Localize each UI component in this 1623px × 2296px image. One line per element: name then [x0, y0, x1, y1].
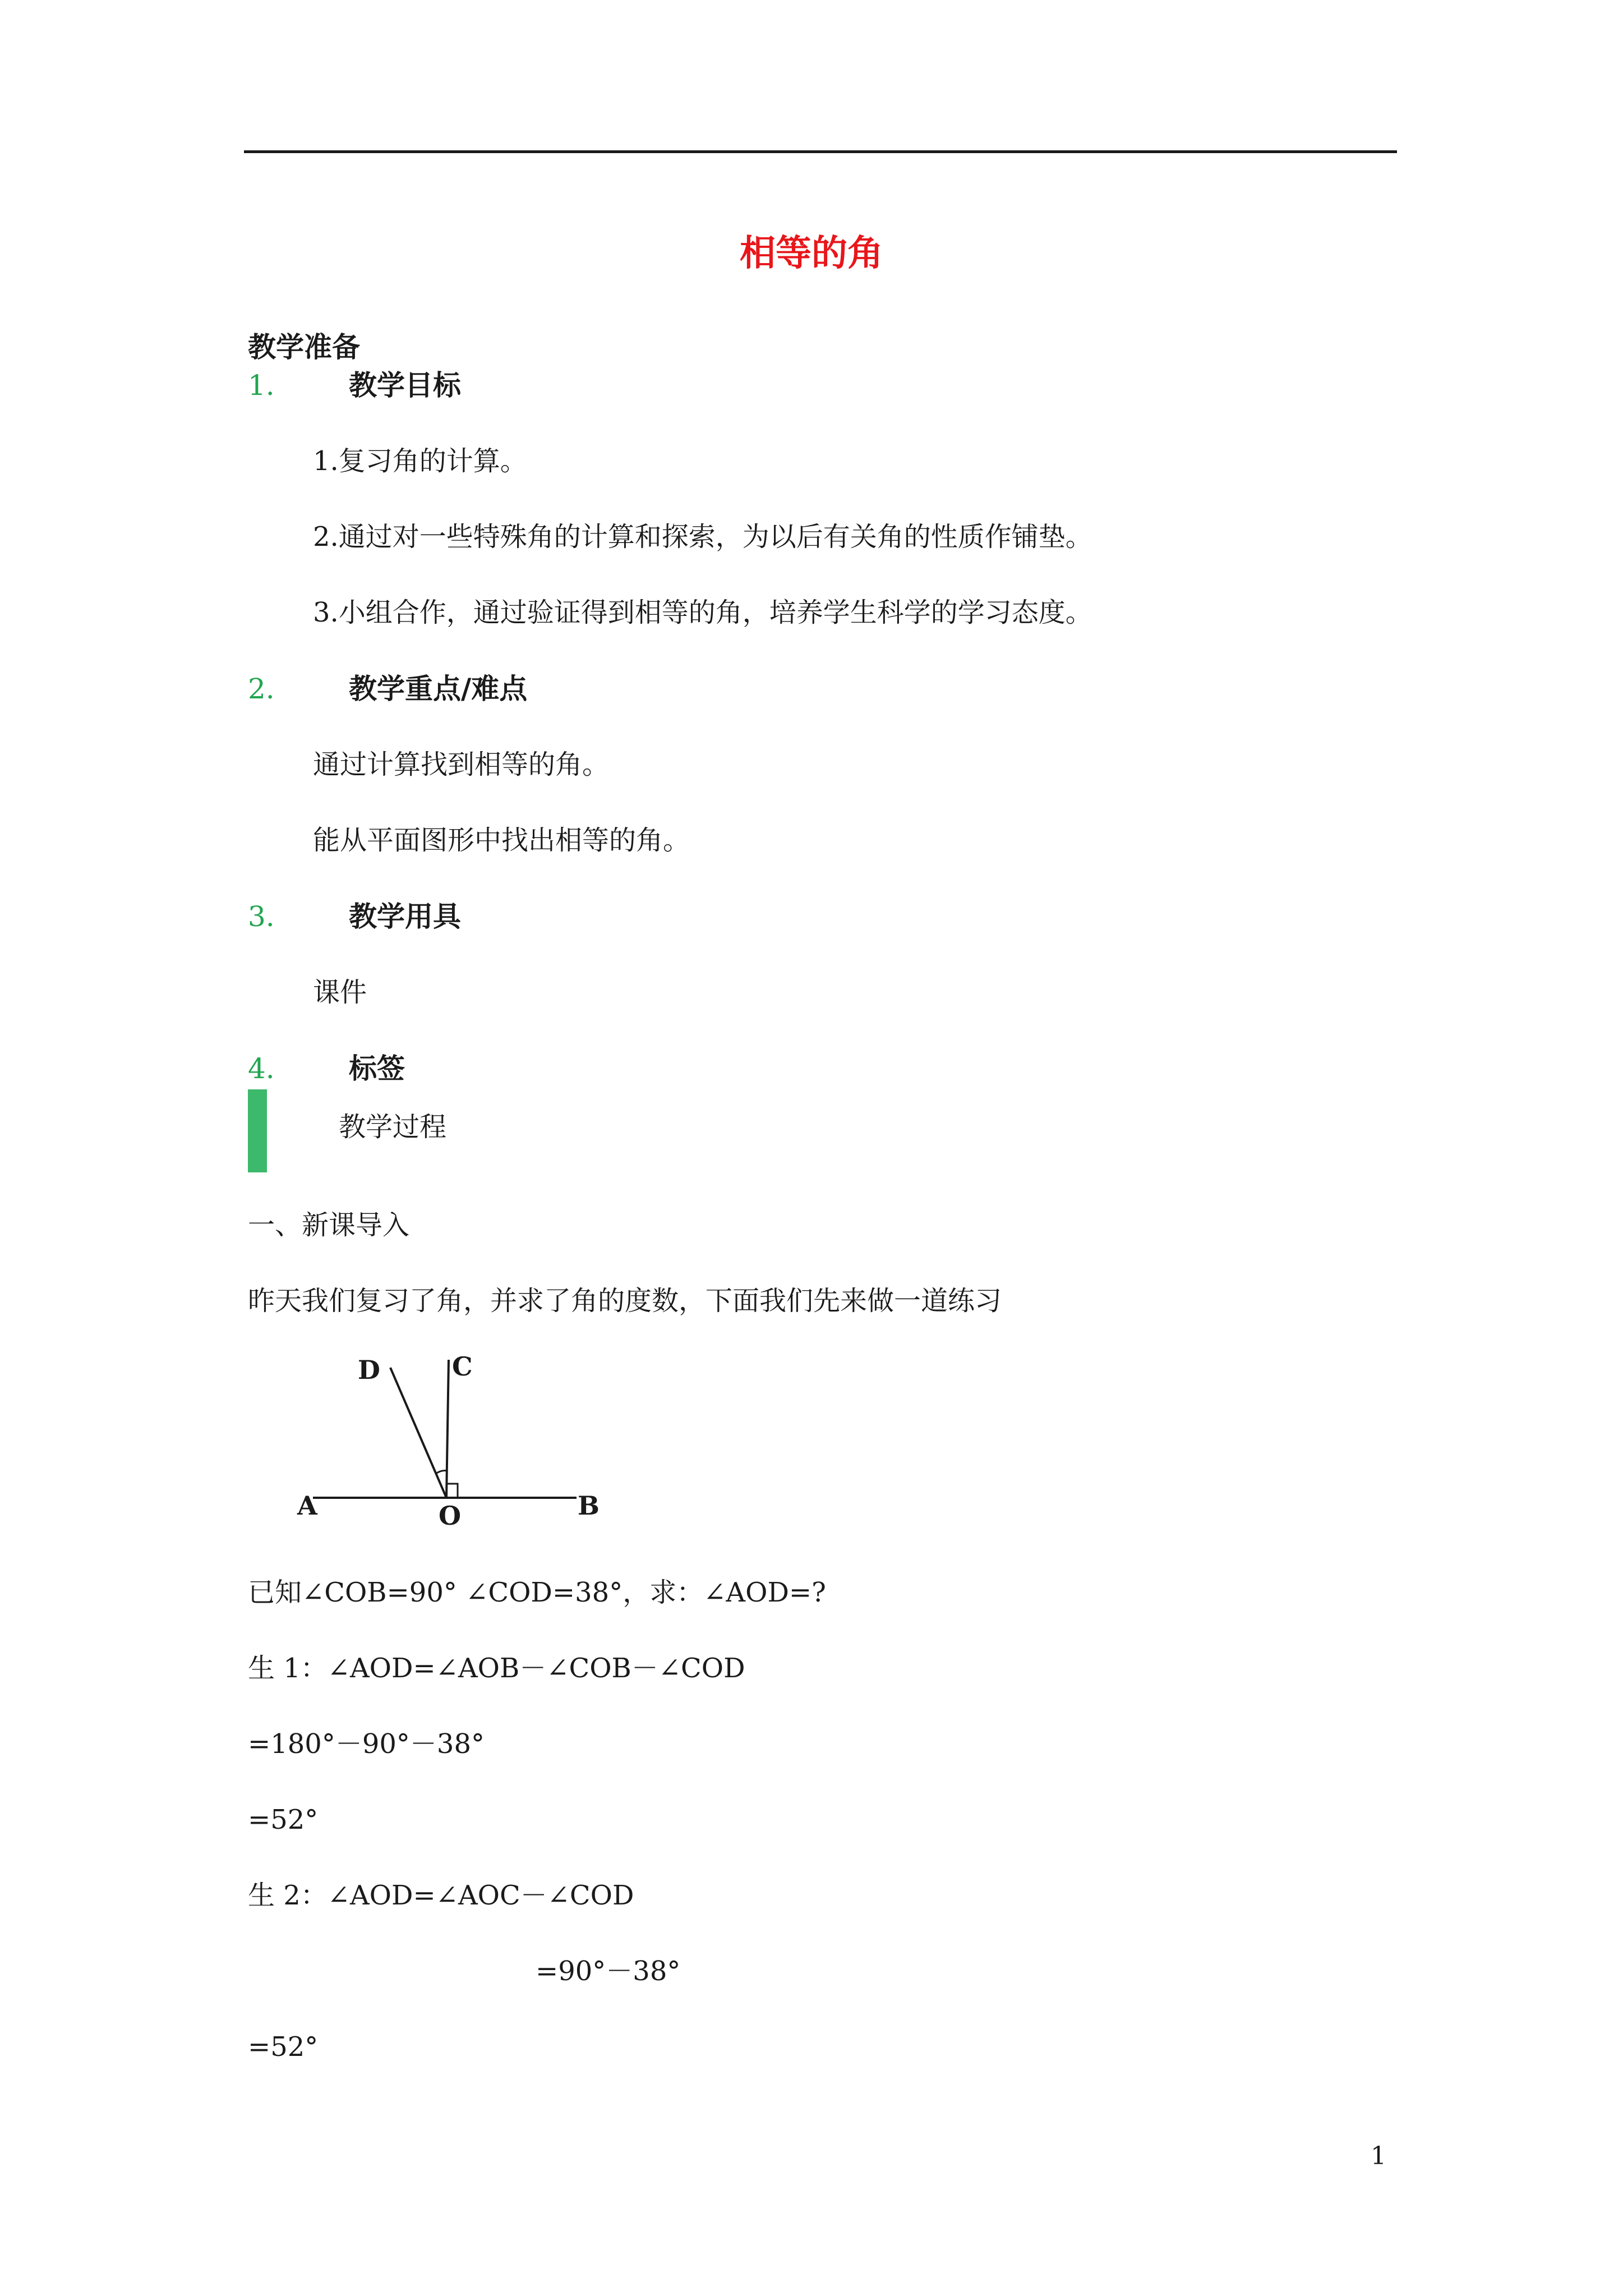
section-number-3: 3. — [248, 900, 275, 933]
angle-arc — [436, 1471, 447, 1474]
section-heading-4: 标签 — [349, 1052, 405, 1085]
goal-item-2: 2.通过对一些特殊角的计算和探索，为以后有关角的性质作铺垫。 — [313, 521, 1092, 553]
section-heading-1: 教学目标 — [349, 369, 461, 402]
ray-oc — [446, 1360, 449, 1498]
goal-item-3: 3.小组合作，通过验证得到相等的角，培养学生科学的学习态度。 — [313, 597, 1092, 628]
tag-accent-bar — [248, 1089, 267, 1172]
student2-line2: =90°－38° — [536, 1955, 681, 1987]
student1-line1: 生 1：∠AOD=∠AOB－∠COB－∠COD — [248, 1653, 745, 1684]
prep-heading: 教学准备 — [248, 331, 360, 364]
label-c: C — [452, 1351, 473, 1382]
page-number: 1 — [1371, 2142, 1386, 2170]
key-point-1: 通过计算找到相等的角。 — [313, 749, 610, 780]
right-angle-mark — [446, 1484, 458, 1498]
goal-item-1: 1.复习角的计算。 — [313, 445, 527, 477]
student1-line3: =52° — [248, 1804, 319, 1835]
given-statement: 已知∠COB=90° ∠COD=38°，求：∠AOD=? — [248, 1577, 826, 1608]
section-number-1: 1. — [248, 369, 275, 402]
page-title: 相等的角 — [740, 233, 883, 274]
tools-text: 课件 — [313, 977, 367, 1008]
label-b: B — [578, 1490, 600, 1521]
section-heading-3: 教学用具 — [349, 900, 461, 933]
intro-heading: 一、新课导入 — [248, 1209, 410, 1241]
intro-text: 昨天我们复习了角，并求了角的度数，下面我们先来做一道练习 — [248, 1285, 1002, 1317]
section-heading-2: 教学重点/难点 — [349, 673, 528, 705]
angle-figure — [280, 1346, 617, 1543]
section-number-2: 2. — [248, 673, 275, 705]
student2-line1: 生 2：∠AOD=∠AOC－∠COD — [248, 1880, 634, 1911]
student2-line3: =52° — [248, 2031, 319, 2063]
label-o: O — [439, 1501, 462, 1531]
label-d: D — [358, 1355, 380, 1385]
key-point-2: 能从平面图形中找出相等的角。 — [313, 825, 690, 856]
label-a: A — [297, 1490, 317, 1521]
section-number-4: 4. — [248, 1052, 275, 1085]
ray-od — [390, 1368, 446, 1498]
header-rule — [244, 150, 1397, 153]
student1-line2: =180°－90°－38° — [248, 1728, 485, 1760]
tag-text: 教学过程 — [339, 1111, 447, 1143]
